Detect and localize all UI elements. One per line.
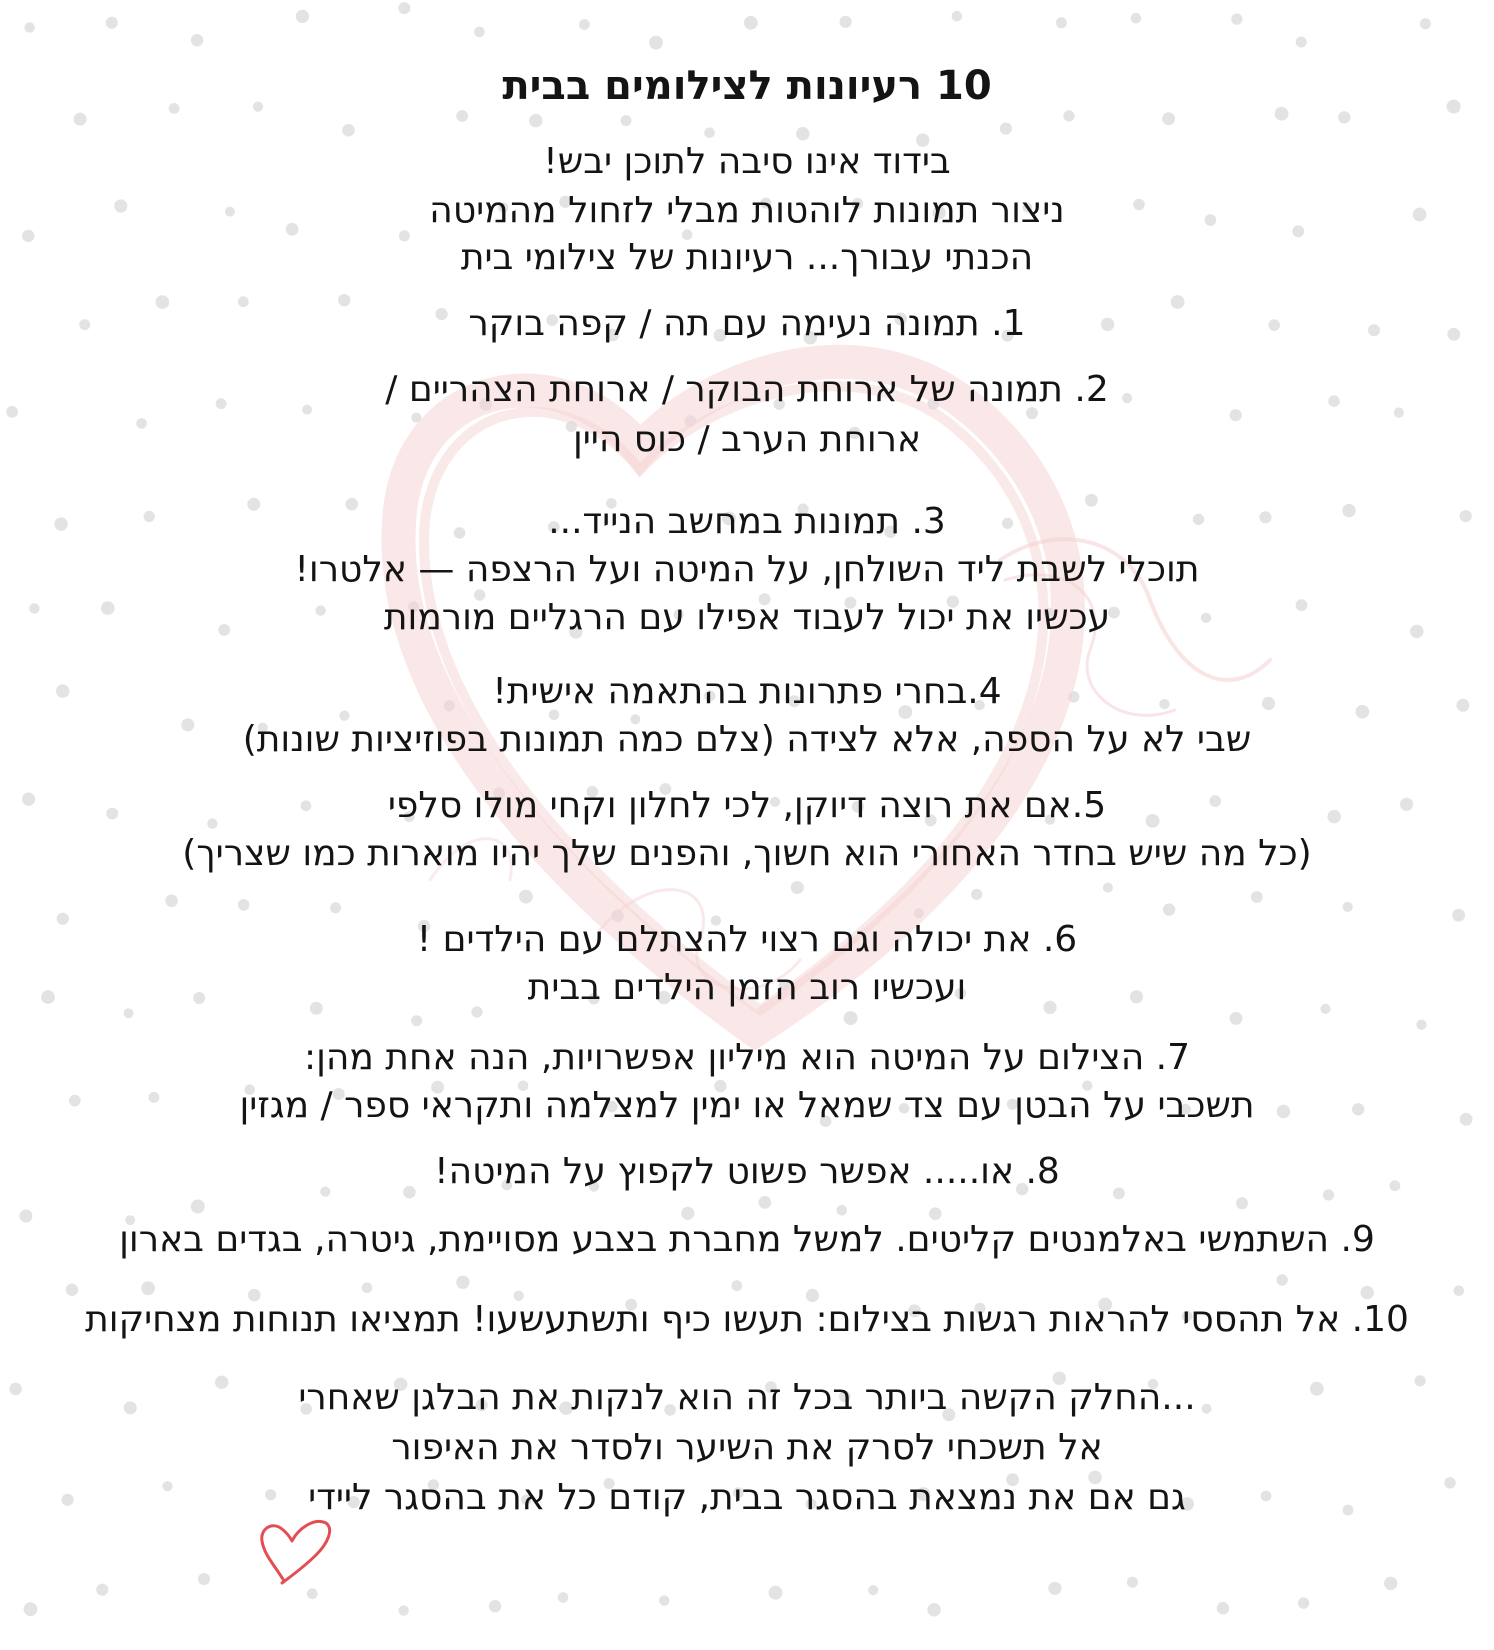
idea-4-line: 4.בחרי פתרונות בהתאמה אישית!: [492, 671, 1002, 712]
idea-6-line: 6. את יכולה וגם רצוי להצתלם עם הילדים !: [416, 919, 1078, 960]
idea-4-line: שבי לא על הספה, אלא לצידה (צלם כמה תמונות בפוזיציות שונות): [242, 719, 1252, 760]
idea-3-line: עכשיו את יכול לעבוד אפילו עם הרגליים מורמות: [383, 597, 1111, 638]
closing-line: גם אם את נמצאת בהסגר בבית, קודם כל את בהסגר ליידי: [308, 1477, 1186, 1518]
idea-5-line: 5.אם את רוצה דיוקן, לכי לחלון וקחי מולו סלפי: [387, 785, 1107, 826]
idea-2-line: 2. תמונה של ארוחת הבוקר / ארוחת הצהריים /: [385, 369, 1109, 410]
page-title: 10 רעיונות לצילומים בבית: [502, 63, 992, 109]
idea-6-line: ועכשיו רוב הזמן הילדים בבית: [527, 967, 967, 1008]
closing-line: אל תשכחי לסרק את השיער ולסדר את האיפור: [391, 1427, 1103, 1468]
idea-10-line: 10. אל תהססי להראות רגשות בצילום: תעשו כיף ותשתעשעו! תמציאו תנוחות מצחיקות: [85, 1299, 1409, 1340]
idea-8-line: 8. או..... אפשר פשוט לקפוץ על המיטה!: [434, 1151, 1060, 1192]
idea-2-line: ארוחת הערב / כוס היין: [572, 419, 922, 460]
intro-line: ניצור תמונות לוהטות מבלי לזחול מהמיטה: [429, 190, 1065, 231]
intro-line: בידוד אינו סיבה לתוכן יבש!: [543, 141, 951, 182]
idea-5-line: (כל מה שיש בחדר האחורי הוא חשוך, והפנים שלך יהיו מוארות כמו שצריך): [182, 833, 1312, 874]
intro-line: הכנתי עבורך... רעיונות של צילומי בית: [460, 237, 1034, 278]
idea-1-line: 1. תמונה נעימה עם תה / קפה בוקר: [468, 303, 1026, 344]
idea-3-line: 3. תמונות במחשב הנייד...: [548, 501, 946, 542]
idea-9-line: 9. השתמשי באלמנטים קליטים. למשל מחברת בצבע מסויימת, גיטרה, בגדים בארון: [119, 1219, 1375, 1260]
idea-7-line: תשכבי על הבטן עם צד שמאל או ימין למצלמה ותקראי ספר / מגזין: [239, 1085, 1255, 1126]
heart-outline-icon: [258, 1515, 334, 1585]
idea-3-line: תוכלי לשבת ליד השולחן, על המיטה ועל הרצפה — אלטרו!: [294, 549, 1200, 590]
idea-7-line: 7. הצילום על המיטה הוא מיליון אפשרויות, הנה אחת מהן:: [303, 1037, 1191, 1078]
closing-line: ...החלק הקשה ביותר בכל זה הוא לנקות את הבלגן שאחרי: [298, 1377, 1196, 1418]
